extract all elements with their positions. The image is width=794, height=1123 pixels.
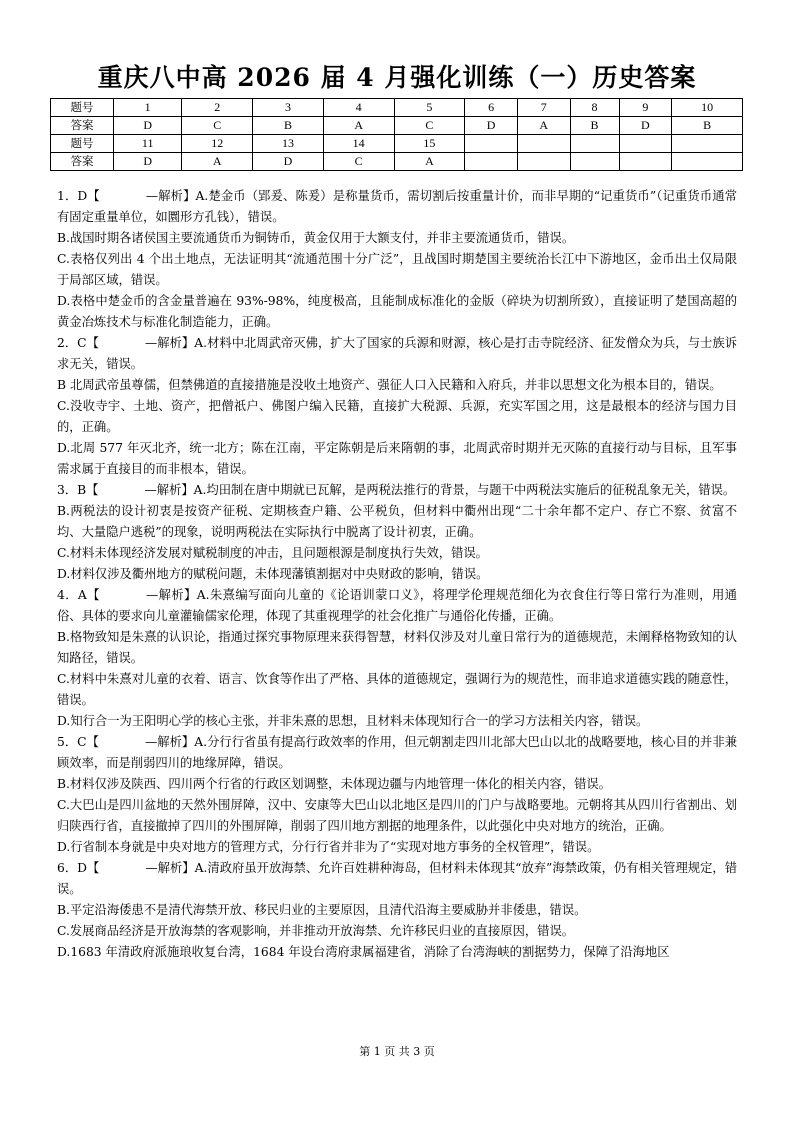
answer-cell: D — [619, 117, 672, 135]
answer-cell: C — [323, 153, 394, 171]
answer-table — [50, 98, 743, 171]
explanation-text: C.材料未体现经济发展对赋税制度的冲击，且问题根源是制度执行失效，错误。 — [57, 546, 488, 560]
answer-cell — [465, 153, 518, 171]
explanation-text: A.朱熹编写面向儿童的《论语训蒙口义》，将理学伦理规范细化为衣食住行等日常行为准则，用通俗、具体的要求向儿童灌输儒家伦理，体现了其重视理学的社会化推广与通俗化传播，正确。 — [57, 588, 737, 623]
explanation-option — [57, 291, 737, 333]
answer-cell — [465, 135, 518, 153]
explanation-text: A.材料中北周武帝灭佛，扩大了国家的兵源和财源，核心是打击寺院经济、征发僧众为兵，与士族诉求无关，错误。 — [57, 336, 737, 371]
question-explanation-first — [57, 186, 737, 228]
answer-cell: D — [253, 153, 324, 171]
question-answer-head: 5．C【 — [57, 735, 99, 749]
answer-cell: 5 — [394, 99, 465, 117]
answer-table-row — [51, 99, 743, 117]
question-answer-head: 1．D【 — [57, 189, 100, 203]
explanation-option — [57, 396, 737, 438]
answer-cell: 7 — [517, 99, 570, 117]
explanation-text: B.材料仅涉及陕西、四川两个行省的行政区划调整，未体现边疆与内地管理一体化的相关内容，错误。 — [57, 777, 612, 791]
answer-cell: A — [517, 117, 570, 135]
explanation-option — [57, 375, 737, 396]
explanation-option — [57, 921, 737, 942]
explanation-text: A.清政府虽开放海禁、允许百姓耕种海岛，但材料未体现其“放弃”海禁政策，仍有相关管理规定，错误。 — [57, 861, 737, 896]
answer-table-row — [51, 117, 743, 135]
answer-cell — [619, 153, 672, 171]
question-explanation-first — [57, 858, 737, 900]
explanation-option — [57, 543, 737, 564]
question-answer-head: 4．A【 — [57, 588, 100, 602]
explanation-option — [57, 627, 737, 669]
row-label: 题号 — [51, 99, 114, 117]
explanation-text: C.大巴山是四川盆地的天然外围屏障，汉中、安康等大巴山以北地区是四川的门户与战略要地。元朝将其从四川行省割出、划归陕西行省，直接撤掉了四川的外围屏障，削弱了四川地方割据的地理条件，以此强化中央对地方的统治，正确。 — [57, 798, 737, 833]
answer-cell — [570, 135, 619, 153]
row-label: 答案 — [51, 153, 114, 171]
explanation-text: D.知行合一为王阳明心学的核心主张，并非朱熹的思想，且材料未体现知行合一的学习方法相关内容，错误。 — [57, 714, 649, 728]
answer-cell: A — [394, 153, 465, 171]
answer-cell — [570, 153, 619, 171]
row-label: 答案 — [51, 117, 114, 135]
explanation-text: D.材料仅涉及衢州地方的赋税问题，未体现藩镇割据对中央财政的影响，错误。 — [57, 567, 489, 581]
answer-cell: B — [253, 117, 324, 135]
answer-cell: C — [182, 117, 253, 135]
explanation-text: A.均田制在唐中期就已瓦解，是两税法推行的背景，与题干中两税法实施后的征税乱象无关，错误。 — [193, 483, 736, 497]
explanation-option — [57, 249, 737, 291]
explanation-option — [57, 795, 737, 837]
question-answer-head: 3．B【 — [57, 483, 99, 497]
explanation-option — [57, 900, 737, 921]
answer-cell: 11 — [114, 135, 182, 153]
answer-cell: D — [114, 117, 182, 135]
explanation-option — [57, 669, 737, 711]
answer-cell: 10 — [672, 99, 743, 117]
explanation-option — [57, 564, 737, 585]
explanation-tag: —解析】 — [145, 588, 197, 602]
explanation-text: B.战国时期各诸侯国主要流通货币为铜铸币，黄金仅用于大额支付，并非主要流通货币，错误。 — [57, 231, 575, 245]
answer-cell: 8 — [570, 99, 619, 117]
answer-cell: 14 — [323, 135, 394, 153]
explanation-text: A.楚金币（郢爰、陈爰）是称量货币，需切割后按重量计价，而非早期的“记重货币”（记重货币通常有固定重量单位，如圜形方孔钱），错误。 — [57, 189, 737, 224]
explanation-text: C.材料中朱熹对儿童的衣着、语言、饮食等作出了严格、具体的道德规定，强调行为的规范性，而非追求道德实践的随意性，错误。 — [57, 672, 737, 707]
answer-cell: B — [570, 117, 619, 135]
answer-cell: D — [114, 153, 182, 171]
explanation-text: D.表格中楚金币的含金量普遍在 93%-98%，纯度极高，且能制成标准化的金版（碎块为切割所致），直接证明了楚国高超的黄金冶炼技术与标准化制造能力，正确。 — [57, 294, 737, 329]
question-explanation-first — [57, 480, 737, 501]
answer-cell: 1 — [114, 99, 182, 117]
answer-cell: D — [465, 117, 518, 135]
answer-cell — [672, 135, 743, 153]
explanation-option — [57, 438, 737, 480]
explanation-text: A.分行行省虽有提高行政效率的作用，但元朝割走四川北部大巴山以北的战略要地，核心目的并非兼顾效率，而是削弱四川的地缘屏障，错误。 — [57, 735, 737, 770]
explanation-tag: —解析】 — [144, 735, 195, 749]
explanation-text: C.发展商品经济是开放海禁的客观影响，并非推动开放海禁、允许移民归业的直接原因，错误。 — [57, 924, 575, 938]
answer-cell — [672, 153, 743, 171]
explanation-text: D.行省制本身就是中央对地方的管理方式，分行行省并非为了“实现对地方事务的全权管理”，错误。 — [57, 840, 600, 854]
answer-cell — [619, 135, 672, 153]
question-answer-head: 6．D【 — [57, 861, 100, 875]
question-explanation-first — [57, 585, 737, 627]
explanation-text: D.1683 年清政府派施琅收复台湾，1684 年设台湾府隶属福建省，消除了台湾海峡的割据势力，保障了沿海地区 — [57, 945, 670, 959]
answer-cell: 13 — [253, 135, 324, 153]
answer-table-row — [51, 153, 743, 171]
answer-cell: 4 — [323, 99, 394, 117]
answer-cell — [517, 153, 570, 171]
explanations — [57, 186, 737, 963]
explanation-option — [57, 942, 737, 963]
question-explanation-first — [57, 333, 737, 375]
explanation-text: D.北周 577 年灭北齐，统一北方；陈在江南，平定陈朝是后来隋朝的事，北周武帝时期并无灭陈的直接行动与目标，且军事需求属于直接目的而非根本，错误。 — [57, 441, 737, 476]
answer-cell: 9 — [619, 99, 672, 117]
explanation-text: C.没收寺宇、土地、资产，把僧祇户、佛图户编入民籍，直接扩大税源、兵源，充实军国之用，这是最根本的经济与国力目的，正确。 — [57, 399, 737, 434]
answer-cell: 3 — [253, 99, 324, 117]
answer-cell: 2 — [182, 99, 253, 117]
explanation-option — [57, 228, 737, 249]
question-explanation-first — [57, 732, 737, 774]
answer-cell: A — [323, 117, 394, 135]
explanation-tag: —解析】 — [144, 483, 194, 497]
answer-cell — [517, 135, 570, 153]
question-answer-head: 2．C【 — [57, 336, 99, 350]
explanation-text: B.两税法的设计初衷是按资产征税、定期核查户籍、公平税负，但材料中衢州出现“二十余年都不定户、存亡不察、贫富不均、大量隐户逃税”的现象，说明两税法在实际执行中脱离了设计初衷，正确。 — [57, 504, 737, 539]
explanation-text: B.格物致知是朱熹的认识论，指通过探究事物原理来获得智慧，材料仅涉及对儿童日常行为的道德规范，未阐释格物致知的认知路径，错误。 — [57, 630, 737, 665]
answer-cell: A — [182, 153, 253, 171]
explanation-text: C.表格仅列出 4 个出土地点，无法证明其“流通范围十分广泛”，且战国时期楚国主要统治长江中下游地区，金币出土仅局限于局部区域，错误。 — [57, 252, 737, 287]
explanation-option — [57, 501, 737, 543]
answer-cell: 15 — [394, 135, 465, 153]
page-footer: 第 1 页 共 3 页 — [359, 1045, 435, 1058]
explanation-tag: —解析】 — [145, 861, 195, 875]
row-label: 题号 — [51, 135, 114, 153]
explanation-option — [57, 711, 737, 732]
page-title: 重庆八中高 2026 届 4 月强化训练（一）历史答案 — [97, 63, 697, 92]
explanation-text: B.平定沿海倭患不是清代海禁开放、移民归业的主要原因，且清代沿海主要威胁并非倭患，错误。 — [57, 903, 587, 917]
explanation-text: B 北周武帝虽尊儒，但禁佛道的直接措施是没收土地资产、强征人口入民籍和入府兵，并非以思想文化为根本目的，错误。 — [57, 378, 722, 392]
answer-cell: 6 — [465, 99, 518, 117]
explanation-option — [57, 837, 737, 858]
explanation-tag: —解析】 — [145, 189, 196, 203]
answer-table-row — [51, 135, 743, 153]
explanation-tag: —解析】 — [144, 336, 195, 350]
answer-cell: C — [394, 117, 465, 135]
explanation-option — [57, 774, 737, 795]
answer-cell: B — [672, 117, 743, 135]
answer-cell: 12 — [182, 135, 253, 153]
